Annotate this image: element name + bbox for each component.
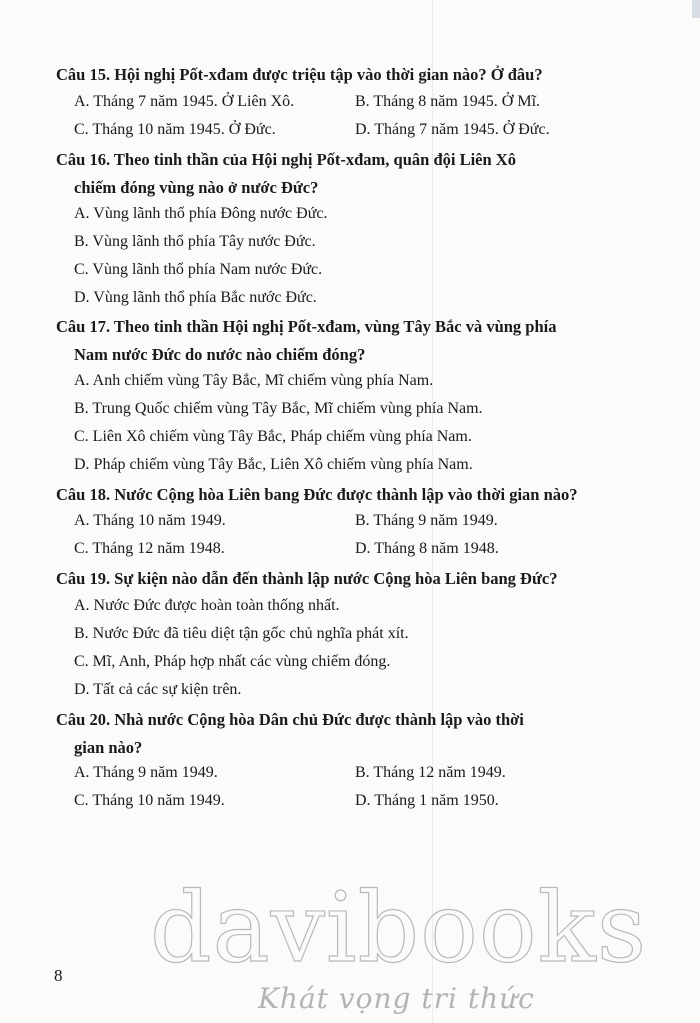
q17-option-a: A. Anh chiếm vùng Tây Bắc, Mĩ chiếm vùng phía Nam. — [74, 372, 434, 389]
q20-option-d: D. Tháng 1 năm 1950. — [355, 792, 499, 809]
q19-option-d: D. Tất cả các sự kiện trên. — [74, 681, 242, 698]
q15-option-d: D. Tháng 7 năm 1945. Ở Đức. — [355, 121, 550, 138]
question-19 — [56, 565, 666, 593]
q17-option-b: B. Trung Quốc chiếm vùng Tây Bắc, Mĩ chiếm vùng phía Nam. — [74, 400, 483, 417]
question-text: Nhà nước Cộng hòa Dân chủ Đức được thành lập vào thời — [114, 710, 524, 729]
question-17 — [56, 313, 666, 369]
q17-option-d: D. Pháp chiếm vùng Tây Bắc, Liên Xô chiếm vùng phía Nam. — [74, 456, 473, 473]
question-text: Sự kiện nào dẫn đến thành lập nước Cộng hòa Liên bang Đức? — [114, 569, 558, 588]
question-label: Câu 20. — [56, 710, 111, 729]
q20-option-b: B. Tháng 12 năm 1949. — [355, 764, 506, 781]
question-label: Câu 15. — [56, 65, 111, 84]
q15-option-a: A. Tháng 7 năm 1945. Ở Liên Xô. — [74, 93, 295, 110]
q16-option-d: D. Vùng lãnh thổ phía Bắc nước Đức. — [74, 289, 317, 306]
question-label: Câu 18. — [56, 485, 111, 504]
question-text-line2: Nam nước Đức do nước nào chiếm đóng? — [74, 345, 366, 364]
page-number: 8 — [54, 966, 63, 985]
q15-option-b: B. Tháng 8 năm 1945. Ở Mĩ. — [355, 93, 541, 110]
q20-option-c: C. Tháng 10 năm 1949. — [74, 792, 225, 809]
watermark-tagline: Khát vọng tri thức — [258, 982, 535, 1015]
q18-option-c: C. Tháng 12 năm 1948. — [74, 540, 225, 557]
question-15 — [56, 61, 666, 89]
question-text: Theo tinh thần của Hội nghị Pốt-xđam, quân đội Liên Xô — [113, 150, 516, 169]
question-text: Nước Cộng hòa Liên bang Đức được thành lập vào thời gian nào? — [114, 485, 578, 504]
question-label: Câu 17. — [56, 317, 111, 336]
question-label: Câu 19. — [56, 569, 111, 588]
question-label: Câu 16. — [56, 150, 111, 169]
q19-option-a: A. Nước Đức được hoàn toàn thống nhất. — [74, 597, 340, 614]
q16-option-b: B. Vùng lãnh thổ phía Tây nước Đức. — [74, 233, 316, 250]
q18-option-b: B. Tháng 9 năm 1949. — [355, 512, 498, 529]
question-20 — [56, 706, 666, 762]
question-text-line2: chiếm đóng vùng nào ở nước Đức? — [74, 178, 319, 197]
q16-option-c: C. Vùng lãnh thổ phía Nam nước Đức. — [74, 261, 323, 278]
q15-option-c: C. Tháng 10 năm 1945. Ở Đức. — [74, 121, 276, 138]
q19-option-b: B. Nước Đức đã tiêu diệt tận gốc chủ nghĩa phát xít. — [74, 625, 409, 642]
question-18 — [56, 481, 666, 509]
question-text: Hội nghị Pốt-xđam được triệu tập vào thời gian nào? Ở đâu? — [114, 65, 543, 84]
watermark-brand: davibooks — [150, 872, 648, 984]
q18-option-d: D. Tháng 8 năm 1948. — [355, 540, 499, 557]
q20-option-a: A. Tháng 9 năm 1949. — [74, 764, 218, 781]
page-corner — [692, 0, 700, 18]
question-text-line2: gian nào? — [74, 738, 143, 757]
question-16 — [56, 146, 666, 202]
q19-option-c: C. Mĩ, Anh, Pháp hợp nhất các vùng chiếm đóng. — [74, 653, 391, 670]
q17-option-c: C. Liên Xô chiếm vùng Tây Bắc, Pháp chiếm vùng phía Nam. — [74, 428, 472, 445]
q18-option-a: A. Tháng 10 năm 1949. — [74, 512, 226, 529]
question-text: Theo tinh thần Hội nghị Pốt-xđam, vùng Tây Bắc và vùng phía — [113, 317, 557, 336]
q16-option-a: A. Vùng lãnh thổ phía Đông nước Đức. — [74, 205, 328, 222]
